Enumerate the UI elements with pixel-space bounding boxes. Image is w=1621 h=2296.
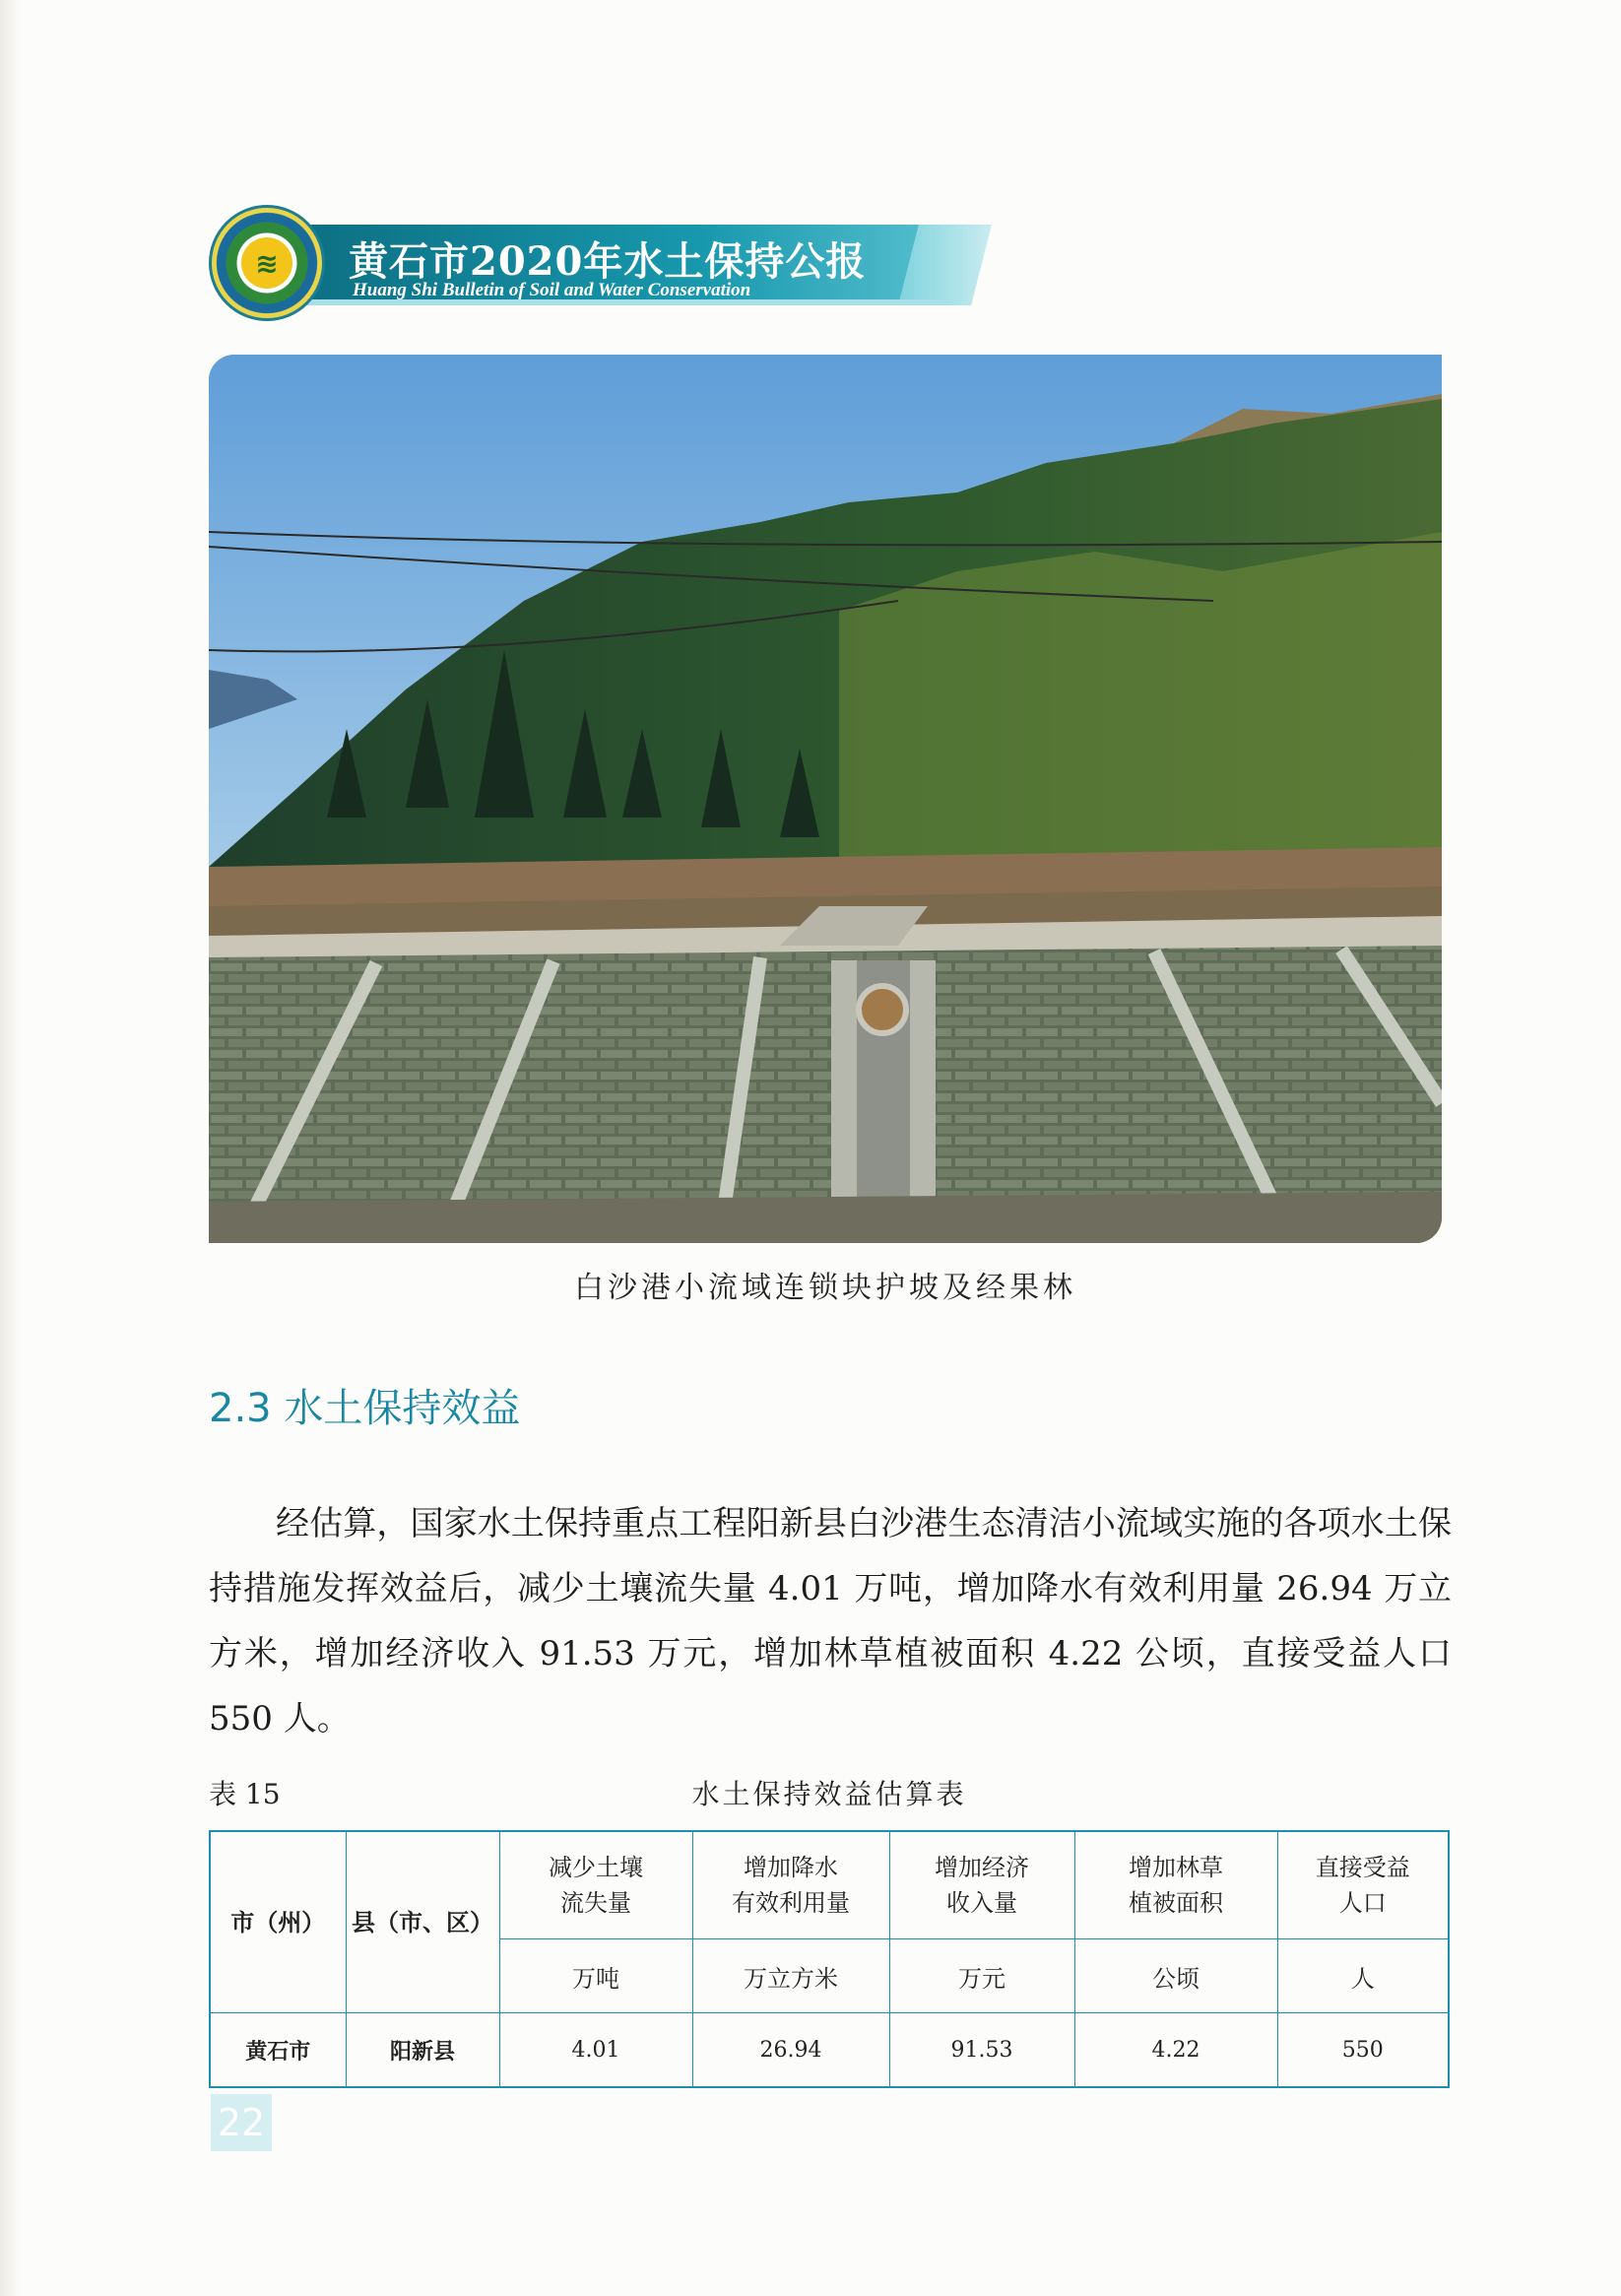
- landscape-photo: [209, 355, 1442, 1243]
- header-beneficiaries: 直接受益 人口: [1277, 1831, 1449, 1939]
- header-rainfall-use: 增加降水 有效利用量: [692, 1831, 889, 1939]
- section-heading: 2.3 水土保持效益: [209, 1386, 521, 1431]
- cell-income: 91.53: [889, 2013, 1074, 2088]
- cell-city: 黄石市: [210, 2013, 346, 2088]
- unit-income: 万元: [889, 1939, 1074, 2013]
- unit-vegetation-area: 公顷: [1074, 1939, 1277, 2013]
- soil-water-conservation-logo-icon: [209, 205, 325, 321]
- slope-protection-photo: [209, 355, 1442, 1243]
- cell-soil-loss: 4.01: [499, 2013, 692, 2088]
- header-city: 市（州）: [210, 1831, 346, 2013]
- table-caption: [209, 1773, 1450, 1812]
- header-income: 增加经济 收入量: [889, 1831, 1074, 1939]
- table-title: 水土保持效益估算表: [691, 1778, 967, 1810]
- unit-beneficiaries: 人: [1277, 1939, 1449, 2013]
- bulletin-subtitle: Huang Shi Bulletin of Soil and Water Conservation: [353, 280, 751, 300]
- bulletin-title: 黄石市2020年水土保持公报: [349, 238, 867, 285]
- table-number: 表 15: [209, 1778, 281, 1810]
- bulletin-header: [209, 205, 938, 321]
- unit-soil-loss: 万吨: [499, 1939, 692, 2013]
- logo-emblem-icon: ≋: [241, 237, 292, 289]
- header-soil-loss: 减少土壤 流失量: [499, 1831, 692, 1939]
- table-row: [210, 2013, 1449, 2088]
- cell-vegetation-area: 4.22: [1074, 2013, 1277, 2088]
- cell-county: 阳新县: [346, 2013, 499, 2088]
- cell-rainfall-use: 26.94: [692, 2013, 889, 2088]
- benefit-estimate-table: [209, 1830, 1450, 2088]
- page-number: 22: [211, 2094, 272, 2151]
- unit-rainfall-use: 万立方米: [692, 1939, 889, 2013]
- header-vegetation-area: 增加林草 植被面积: [1074, 1831, 1277, 1939]
- cell-beneficiaries: 550: [1277, 2013, 1449, 2088]
- page-edge: [0, 0, 22, 2296]
- header-county: 县（市、区）: [346, 1831, 499, 2013]
- section-paragraph: 经估算，国家水土保持重点工程阳新县白沙港生态清洁小流域实施的各项水土保持措施发挥效益后，减少土壤流失量 4.01 万吨，增加降水有效利用量 26.94 万立方米，增加经济收入 91.53 万元，增加林草植被面积 4.22 公顷，直接受益人口 550 人。: [209, 1504, 1452, 1738]
- photo-caption: 白沙港小流域连锁块护坡及经果林: [574, 1271, 1076, 1305]
